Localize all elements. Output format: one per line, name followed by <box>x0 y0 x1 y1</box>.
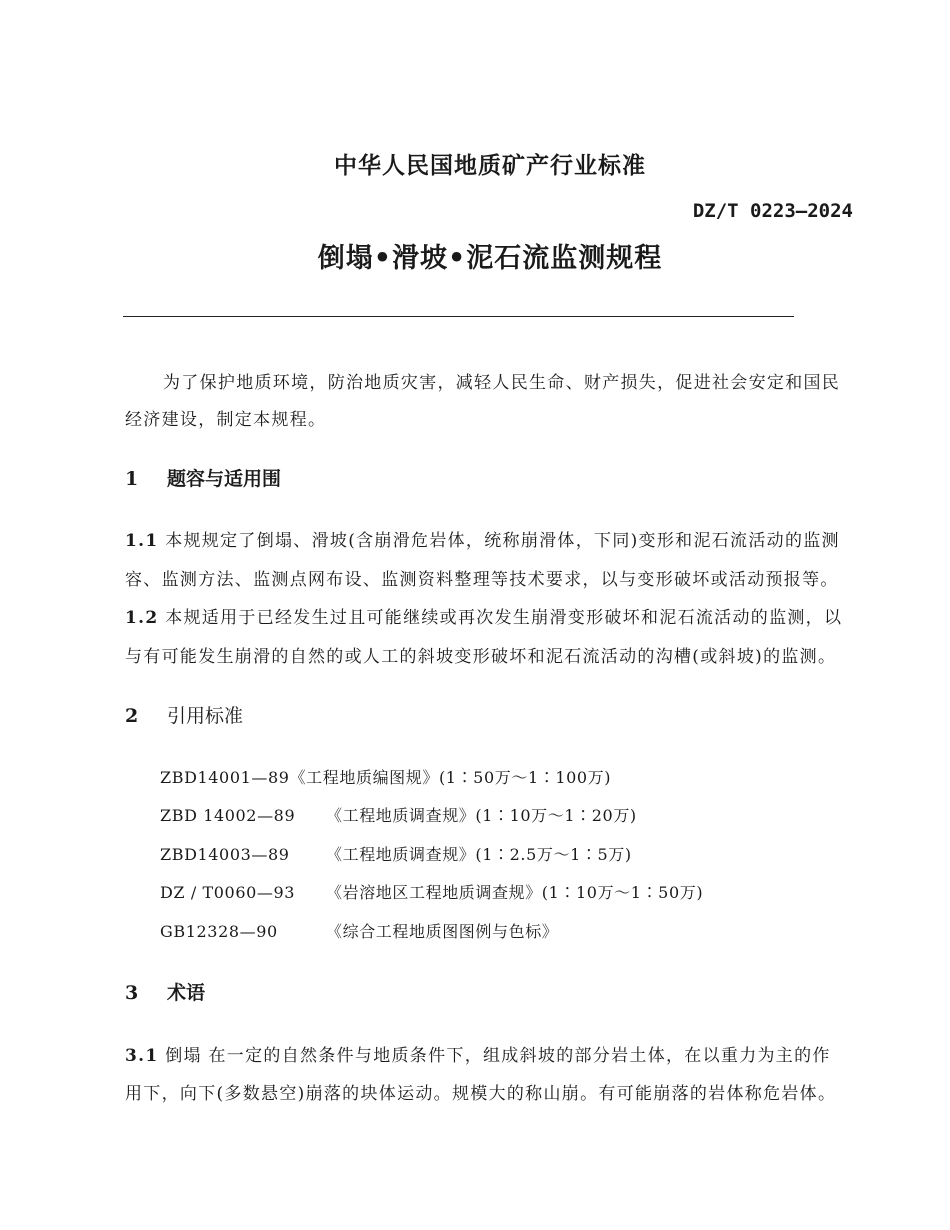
clause-number: 3.1 <box>125 1046 159 1066</box>
title-divider <box>123 316 794 317</box>
reference-item <box>160 919 558 942</box>
term-name: 倒塌 <box>158 1046 202 1066</box>
clause-1-1-line-1 <box>125 526 840 551</box>
section-title: 题容与适用围 <box>167 468 282 490</box>
clause-number: 1.1 <box>125 531 159 551</box>
clause-3-1-line-1 <box>125 1041 831 1066</box>
section-number: 1 <box>125 468 139 490</box>
section-3-heading <box>125 978 205 1005</box>
clause-number: 1.2 <box>125 608 159 628</box>
document-title: 倒塌•滑坡•泥石流监测规程 <box>317 243 663 274</box>
reference-title: 《工程地质调查规》(1∶2.5万～1∶5万) <box>326 845 632 864</box>
reference-title: 《工程地质编图规》(1∶50万～1∶100万) <box>289 768 612 787</box>
reference-code: DZ / T0060—93 <box>160 883 296 902</box>
section-title: 引用标准 <box>167 705 244 727</box>
intro-line-1: 为了保护地质环境，防治地质灾害，减轻人民生命、财产损失，促进社会安定和国民 <box>163 373 841 393</box>
term-definition: 在一定的自然条件与地质条件下，组成斜坡的部分岩土体，在以重力为主的作 <box>201 1046 831 1066</box>
clause-text: 本规适用于已经发生过且可能继续或再次发生崩滑变形破坏和泥石流活动的监测，以 <box>158 608 843 628</box>
reference-code: ZBD 14002—89 <box>160 806 296 825</box>
section-number: 3 <box>125 982 139 1004</box>
reference-item <box>160 803 637 826</box>
reference-code: GB12328—90 <box>160 922 278 941</box>
reference-code: ZBD14001—89 <box>160 768 290 787</box>
org-title: 中华人民国地质矿产行业标准 <box>334 152 646 179</box>
clause-1-1-line-2: 容、监测方法、监测点网布设、监测资料整理等技术要求，以与变形破坏或活动预报等。 <box>125 570 839 590</box>
section-2-heading <box>125 701 243 728</box>
reference-code: ZBD14003—89 <box>160 845 290 864</box>
section-1-heading <box>125 464 281 491</box>
clause-1-2-line-2: 与有可能发生崩滑的自然的或人工的斜坡变形破坏和泥石流活动的沟槽(或斜坡)的监测。 <box>125 647 837 667</box>
clause-3-1-line-2: 用下，向下(多数悬空)崩落的块体运动。规模大的称山崩。有可能崩落的岩体称危岩体。 <box>125 1084 837 1104</box>
reference-title: 《综合工程地质图图例与色标》 <box>326 922 559 941</box>
reference-item <box>160 880 703 903</box>
reference-title: 《岩溶地区工程地质调查规》(1∶10万～1∶50万) <box>326 883 704 902</box>
standard-code: DZ/T 0223—2024 <box>692 200 853 222</box>
reference-title: 《工程地质调查规》(1∶10万～1∶20万) <box>326 806 637 825</box>
section-number: 2 <box>125 705 139 727</box>
reference-item <box>160 765 611 788</box>
section-title: 术语 <box>167 982 206 1004</box>
intro-line-2: 经济建设，制定本规程。 <box>125 410 327 430</box>
reference-item <box>160 842 632 865</box>
clause-text: 本规规定了倒塌、滑坡(含崩滑危岩体，统称崩滑体，下同)变形和泥石流活动的监测 <box>158 531 840 551</box>
clause-1-2-line-1 <box>125 603 842 628</box>
